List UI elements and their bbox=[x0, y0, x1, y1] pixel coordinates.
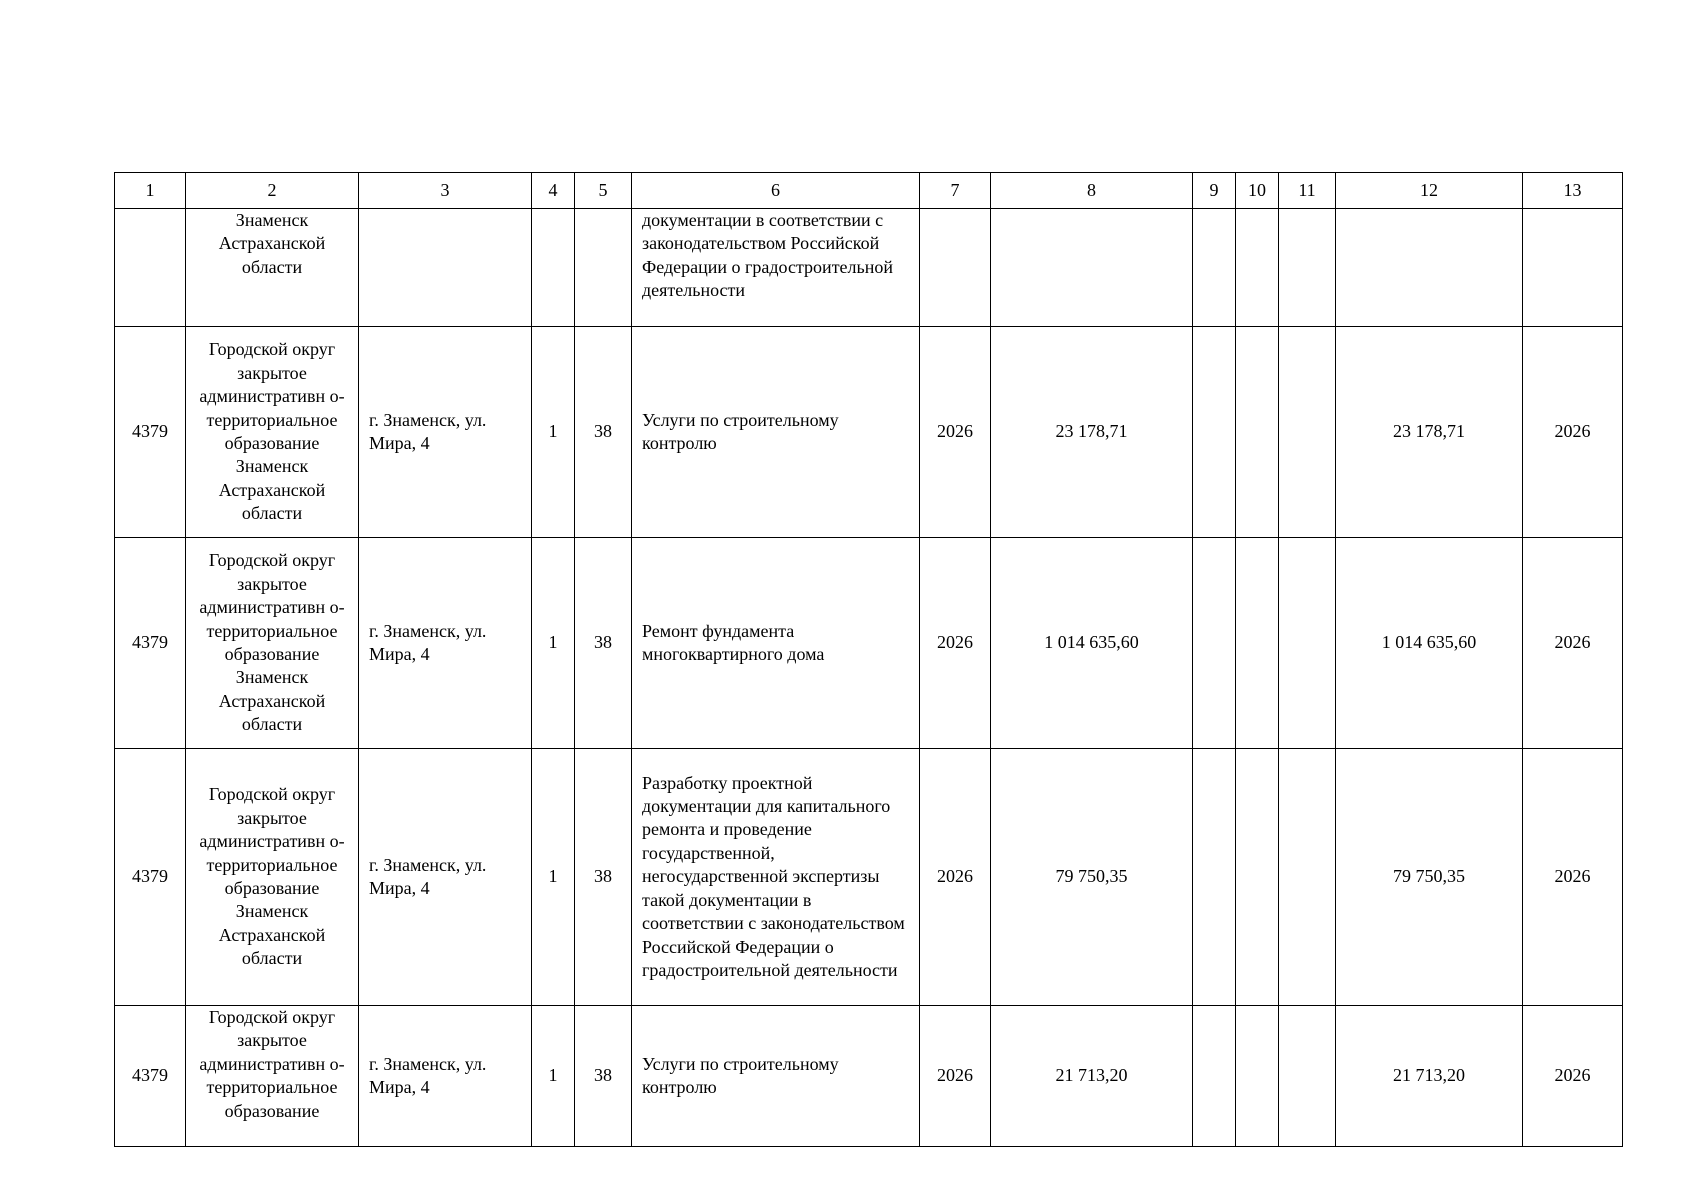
col-9 bbox=[1193, 327, 1236, 538]
address: г. Знаменск, ул. Мира, 4 bbox=[359, 749, 532, 1006]
total-cost: 21 713,20 bbox=[991, 1006, 1193, 1147]
col-13: 2026 bbox=[1523, 327, 1623, 538]
year: 2026 bbox=[920, 749, 991, 1006]
municipality: Городской округ закрытое административн о-территориальное образование Знаменск Астраханской области bbox=[186, 327, 359, 538]
col-9 bbox=[1193, 209, 1236, 327]
col-12: 21 713,20 bbox=[1336, 1006, 1523, 1147]
row-number: 4379 bbox=[115, 538, 186, 749]
header-cell: 7 bbox=[920, 173, 991, 209]
year: 2026 bbox=[920, 1006, 991, 1147]
col-13: 2026 bbox=[1523, 749, 1623, 1006]
col-10 bbox=[1236, 209, 1279, 327]
col-13: 2026 bbox=[1523, 538, 1623, 749]
header-cell: 10 bbox=[1236, 173, 1279, 209]
header-cell: 13 bbox=[1523, 173, 1623, 209]
col-11 bbox=[1279, 209, 1336, 327]
municipality bbox=[186, 1006, 359, 1147]
row-number bbox=[115, 209, 186, 327]
municipality-text: Городской округ закрытое административн о-территориальное образование bbox=[199, 1007, 345, 1121]
address bbox=[359, 209, 532, 327]
col-4: 1 bbox=[532, 1006, 575, 1147]
address: г. Знаменск, ул. Мира, 4 bbox=[359, 327, 532, 538]
year: 2026 bbox=[920, 538, 991, 749]
col-5: 38 bbox=[575, 1006, 632, 1147]
header-cell: 1 bbox=[115, 173, 186, 209]
table-header-row bbox=[115, 173, 1623, 209]
capital-repair-table bbox=[114, 172, 1623, 1147]
table-row bbox=[115, 327, 1623, 538]
row-number: 4379 bbox=[115, 1006, 186, 1147]
work-type: Ремонт фундамента многоквартирного дома bbox=[632, 538, 920, 749]
header-cell: 3 bbox=[359, 173, 532, 209]
work-type: Услуги по строительному контролю bbox=[632, 1006, 920, 1147]
document-page bbox=[114, 172, 1623, 1147]
municipality: Городской округ закрытое административн о-территориальное образование Знаменск Астраханской области bbox=[186, 538, 359, 749]
col-4: 1 bbox=[532, 538, 575, 749]
header-cell: 11 bbox=[1279, 173, 1336, 209]
table-row bbox=[115, 1006, 1623, 1147]
col-12 bbox=[1336, 209, 1523, 327]
total-cost: 79 750,35 bbox=[991, 749, 1193, 1006]
work-type: Разработку проектной документации для капитального ремонта и проведение государственной, негосударственной экспертизы такой документации в соответствии с законодательством Российской Федерации о градостроительной деятельности bbox=[632, 749, 920, 1006]
col-9 bbox=[1193, 1006, 1236, 1147]
col-10 bbox=[1236, 538, 1279, 749]
col-4: 1 bbox=[532, 327, 575, 538]
header-cell: 5 bbox=[575, 173, 632, 209]
address: г. Знаменск, ул. Мира, 4 bbox=[359, 1006, 532, 1147]
year bbox=[920, 209, 991, 327]
address: г. Знаменск, ул. Мира, 4 bbox=[359, 538, 532, 749]
total-cost: 23 178,71 bbox=[991, 327, 1193, 538]
col-11 bbox=[1279, 327, 1336, 538]
col-5 bbox=[575, 209, 632, 327]
table-row bbox=[115, 209, 1623, 327]
col-5: 38 bbox=[575, 749, 632, 1006]
header-cell: 4 bbox=[532, 173, 575, 209]
col-4: 1 bbox=[532, 749, 575, 1006]
col-13 bbox=[1523, 209, 1623, 327]
col-11 bbox=[1279, 538, 1336, 749]
municipality: Городской округ закрытое административн о-территориальное образование Знаменск Астраханской области bbox=[186, 749, 359, 1006]
year: 2026 bbox=[920, 327, 991, 538]
header-cell: 8 bbox=[991, 173, 1193, 209]
header-cell: 2 bbox=[186, 173, 359, 209]
total-cost: 1 014 635,60 bbox=[991, 538, 1193, 749]
col-12: 1 014 635,60 bbox=[1336, 538, 1523, 749]
table-row bbox=[115, 749, 1623, 1006]
table-row bbox=[115, 538, 1623, 749]
col-12: 23 178,71 bbox=[1336, 327, 1523, 538]
col-11 bbox=[1279, 749, 1336, 1006]
col-5: 38 bbox=[575, 538, 632, 749]
row-number: 4379 bbox=[115, 749, 186, 1006]
col-11 bbox=[1279, 1006, 1336, 1147]
col-12: 79 750,35 bbox=[1336, 749, 1523, 1006]
col-4 bbox=[532, 209, 575, 327]
col-13: 2026 bbox=[1523, 1006, 1623, 1147]
col-10 bbox=[1236, 1006, 1279, 1147]
header-cell: 9 bbox=[1193, 173, 1236, 209]
work-type: документации в соответствии с законодательством Российской Федерации о градостроительной деятельности bbox=[632, 209, 920, 327]
municipality: Знаменск Астраханской области bbox=[186, 209, 359, 327]
work-type: Услуги по строительному контролю bbox=[632, 327, 920, 538]
col-9 bbox=[1193, 749, 1236, 1006]
row-number: 4379 bbox=[115, 327, 186, 538]
col-10 bbox=[1236, 327, 1279, 538]
col-10 bbox=[1236, 749, 1279, 1006]
col-9 bbox=[1193, 538, 1236, 749]
col-5: 38 bbox=[575, 327, 632, 538]
header-cell: 6 bbox=[632, 173, 920, 209]
total-cost bbox=[991, 209, 1193, 327]
header-cell: 12 bbox=[1336, 173, 1523, 209]
